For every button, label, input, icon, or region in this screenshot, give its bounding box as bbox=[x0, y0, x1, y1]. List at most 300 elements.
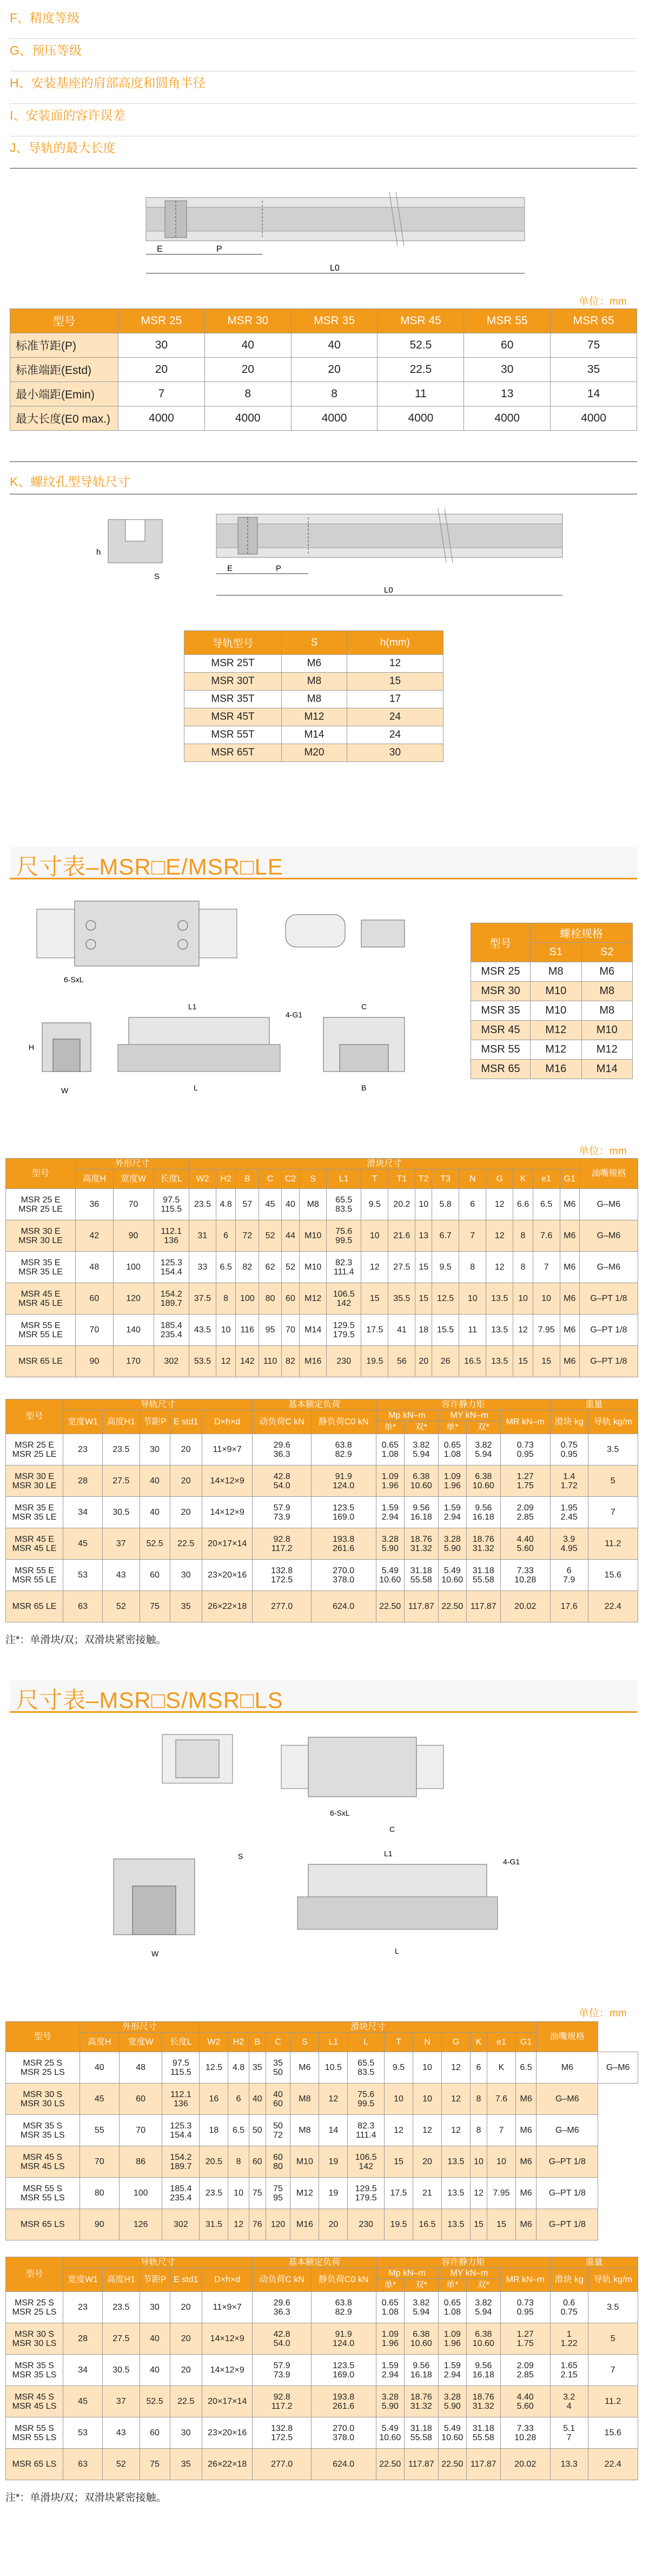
pitch-header-cell: MSR 25 bbox=[118, 309, 205, 333]
table-cell: M6 bbox=[560, 1346, 579, 1377]
table-cell: 30 bbox=[170, 1560, 202, 1591]
table-cell: 34 bbox=[63, 1497, 103, 1528]
header-cell: 单* bbox=[376, 2279, 405, 2292]
table-cell: 15 bbox=[385, 2146, 413, 2178]
table-row bbox=[471, 1021, 633, 1040]
table-cell: MSR 30 S MSR 30 LS bbox=[6, 2323, 63, 2355]
table-cell: 1 1.22 bbox=[550, 2323, 588, 2355]
table-cell: G–M6 bbox=[537, 2084, 598, 2115]
table-cell: 3.2 4 bbox=[550, 2386, 588, 2417]
table-cell: 120 bbox=[266, 2209, 290, 2240]
header-cell: G bbox=[441, 2033, 470, 2052]
header-cell: K bbox=[513, 1169, 533, 1189]
table-cell: 6.5 bbox=[228, 2115, 249, 2146]
table-cell: 20 bbox=[415, 1346, 432, 1377]
table-cell: MSR 35 E MSR 35 LE bbox=[6, 1497, 63, 1528]
table-cell: 13.5 bbox=[441, 2146, 470, 2178]
bolt-sub-s1: S1 bbox=[531, 943, 582, 962]
table-row bbox=[6, 2355, 638, 2386]
label-l1: L1 bbox=[188, 1002, 197, 1011]
table-cell: 10 bbox=[459, 1283, 486, 1315]
table-cell: 70 bbox=[281, 1315, 299, 1346]
table-cell: 37 bbox=[103, 2386, 140, 2417]
table-cell: 10 bbox=[533, 1283, 560, 1315]
dimension-table-s-inner bbox=[5, 2257, 638, 2480]
table-row bbox=[6, 1283, 638, 1315]
bolt-cell: MSR 35 bbox=[471, 1001, 531, 1021]
table-cell: 2.09 2.85 bbox=[500, 2355, 550, 2386]
table-cell: 8 bbox=[470, 2115, 487, 2146]
table-cell: 9.5 bbox=[432, 1252, 459, 1283]
table-cell: 13.5 bbox=[441, 2209, 470, 2240]
pitch-cell: 14 bbox=[551, 382, 637, 406]
table-cell: 90 bbox=[113, 1220, 154, 1252]
header-cell: Mp kN–m bbox=[376, 2268, 438, 2279]
table-cell: 35.5 bbox=[388, 1283, 415, 1315]
label-l0: L0 bbox=[384, 586, 393, 595]
table-cell: 1.09 1.96 bbox=[376, 1466, 405, 1497]
pitch-cell: 52.5 bbox=[378, 333, 464, 358]
table-cell: 3.28 5.90 bbox=[438, 1528, 467, 1560]
pitch-cell: 20 bbox=[118, 358, 205, 382]
table-cell: 22.50 bbox=[376, 2449, 405, 2480]
table-cell: 52 bbox=[103, 2449, 140, 2480]
table-cell: G–PT 1/8 bbox=[579, 1315, 638, 1346]
header-group-rail: 导轨尺寸 bbox=[63, 2257, 253, 2268]
table-cell: MSR 55 E MSR 55 LE bbox=[6, 1560, 63, 1591]
label-l: L bbox=[194, 1083, 198, 1092]
table-row bbox=[6, 1466, 638, 1497]
table-cell: 8 bbox=[459, 1252, 486, 1283]
table-cell: 10 bbox=[228, 2178, 249, 2209]
table-cell: 9.56 16.18 bbox=[405, 1497, 438, 1528]
label-e: E bbox=[157, 245, 163, 254]
table-cell: 12 bbox=[441, 2052, 470, 2084]
table-cell: 53 bbox=[63, 2417, 103, 2449]
label-c: C bbox=[389, 1825, 395, 1834]
table-cell: 40 bbox=[140, 1466, 170, 1497]
block-s-drawing bbox=[103, 1724, 546, 1973]
bolt-sub-s2: S2 bbox=[581, 943, 633, 962]
table-cell: 50 bbox=[249, 2115, 266, 2146]
table-cell: MSR 65 LE bbox=[6, 1346, 76, 1377]
header-group-weight: 重量 bbox=[550, 1399, 638, 1410]
header-cell: N bbox=[413, 2033, 442, 2052]
table-cell: 30 bbox=[170, 2417, 202, 2449]
bolt-cell: MSR 65 bbox=[471, 1060, 531, 1079]
table-row bbox=[10, 358, 637, 382]
table-cell: 15 bbox=[513, 1346, 533, 1377]
table-cell: 65.5 83.5 bbox=[327, 1189, 361, 1220]
table-cell: G–M6 bbox=[537, 2115, 598, 2146]
table-cell: 48 bbox=[76, 1252, 113, 1283]
table-cell: 53 bbox=[63, 1560, 103, 1591]
table-cell: 12 bbox=[486, 1252, 513, 1283]
table-cell: 55 bbox=[80, 2115, 119, 2146]
table-cell: 22.5 bbox=[170, 1528, 202, 1560]
item-k: K、螺纹孔型导轨尺寸 bbox=[10, 475, 130, 489]
table-cell: 19.5 bbox=[361, 1346, 388, 1377]
table-cell: 60 bbox=[120, 2084, 162, 2115]
table-cell: 22.50 bbox=[438, 2449, 467, 2480]
header-cell: 高度H bbox=[80, 2033, 119, 2052]
table-cell: 4.40 5.60 bbox=[500, 1528, 550, 1560]
pitch-row-label: 标准节距(P) bbox=[10, 333, 118, 358]
bolt-cell: M12 bbox=[531, 1040, 582, 1060]
header-cell: D×h×d bbox=[202, 2268, 253, 2292]
table-cell: 60 bbox=[76, 1283, 113, 1315]
label-h: h bbox=[96, 548, 101, 557]
label-b: B bbox=[361, 1083, 367, 1092]
table-cell: 53.5 bbox=[189, 1346, 216, 1377]
table-cell: 302 bbox=[162, 2209, 200, 2240]
item-h: H、安装基座的肩部高度和圆角半径 bbox=[10, 71, 637, 104]
table-cell: 43 bbox=[103, 2417, 140, 2449]
table-cell: M16 bbox=[290, 2209, 319, 2240]
table-cell: 7 bbox=[459, 1220, 486, 1252]
unit-label-2: 单位：mm bbox=[579, 1146, 627, 1157]
pitch-row-label: 标准端距(Estd) bbox=[10, 358, 118, 382]
table-cell: M6 bbox=[560, 1252, 579, 1283]
table-cell: M6 bbox=[537, 2052, 598, 2084]
k-cell: MSR 35T bbox=[184, 691, 282, 708]
table-cell: 0.73 0.95 bbox=[500, 1434, 550, 1466]
header-cell: T2 bbox=[415, 1169, 432, 1189]
table-row bbox=[10, 382, 637, 406]
table-cell: 14×12×9 bbox=[202, 1497, 253, 1528]
bolt-cell: M8 bbox=[581, 982, 633, 1001]
banner-title-e: 尺寸表–MSR□E/MSR□LE bbox=[16, 854, 283, 879]
table-cell: 6.7 bbox=[432, 1220, 459, 1252]
bolt-cell: M14 bbox=[581, 1060, 633, 1079]
header-cell: S bbox=[290, 2033, 319, 2052]
table-cell: 100 bbox=[236, 1283, 259, 1315]
table-cell: 23 bbox=[63, 2292, 103, 2323]
table-cell: 106.5 142 bbox=[327, 1283, 361, 1315]
tapped-rail-diagram bbox=[92, 503, 579, 612]
table-cell: 70 bbox=[120, 2115, 162, 2146]
bolt-cell: MSR 30 bbox=[471, 982, 531, 1001]
table-cell: 30 bbox=[140, 1434, 170, 1466]
table-cell: 31.18 55.58 bbox=[405, 2417, 438, 2449]
header-cell: 单* bbox=[438, 1421, 467, 1434]
table-cell: 277.0 bbox=[253, 2449, 311, 2480]
table-cell: 82.3 111.4 bbox=[348, 2115, 385, 2146]
table-cell: 90 bbox=[76, 1346, 113, 1377]
header-cell: T1 bbox=[388, 1169, 415, 1189]
table-cell: 6.5 bbox=[515, 2052, 536, 2084]
table-cell: M6 bbox=[560, 1315, 579, 1346]
label-l0: L0 bbox=[330, 264, 340, 273]
k-cell: 24 bbox=[347, 708, 443, 726]
table-cell: 10 bbox=[385, 2084, 413, 2115]
table-cell: MSR 45 E MSR 45 LE bbox=[6, 1528, 63, 1560]
header-cell: N bbox=[459, 1169, 486, 1189]
table-cell: 52 bbox=[103, 1591, 140, 1622]
table-cell: 63 bbox=[63, 2449, 103, 2480]
bolt-header-group: 螺栓规格 bbox=[531, 923, 633, 943]
table-cell: 63.8 82.9 bbox=[311, 2292, 376, 2323]
header-cell: W2 bbox=[189, 1169, 216, 1189]
header-cell: H2 bbox=[228, 2033, 249, 2052]
table-row bbox=[184, 655, 443, 673]
table-cell: 6 7.9 bbox=[550, 1560, 588, 1591]
table-cell: 18.76 31.32 bbox=[405, 2386, 438, 2417]
pitch-header-model: 型号 bbox=[10, 309, 118, 333]
table-cell: 80 bbox=[259, 1283, 281, 1315]
table-cell: 6.5 bbox=[216, 1252, 235, 1283]
table-cell: 12 bbox=[228, 2209, 249, 2240]
pitch-cell: 4000 bbox=[118, 406, 205, 431]
item-i: I、安装面的容许误差 bbox=[10, 104, 637, 136]
table-cell: 65.5 83.5 bbox=[348, 2052, 385, 2084]
table-cell: MSR 35 S MSR 35 LS bbox=[6, 2115, 80, 2146]
header-cell: B bbox=[236, 1169, 259, 1189]
label-p: P bbox=[276, 564, 282, 573]
label-l: L bbox=[395, 1947, 399, 1955]
table-cell: 9.56 16.18 bbox=[467, 1497, 500, 1528]
header-cell: MY kN–m bbox=[438, 1410, 500, 1421]
section-banner-s bbox=[10, 1680, 637, 1713]
label-h: H bbox=[29, 1043, 35, 1052]
label-g1: 4-G1 bbox=[503, 1857, 520, 1866]
table-cell: M6 bbox=[515, 2115, 536, 2146]
table-row bbox=[6, 2323, 638, 2355]
header-cell: Mp kN–m bbox=[376, 1410, 438, 1421]
table-cell: 624.0 bbox=[311, 2449, 376, 2480]
header-cell: D×h×d bbox=[202, 1410, 253, 1434]
table-cell: 12 bbox=[361, 1252, 388, 1283]
table-cell: 13 bbox=[415, 1220, 432, 1252]
table-cell: 14×12×9 bbox=[202, 2323, 253, 2355]
header-cell: MR kN–m bbox=[500, 2268, 550, 2292]
table-cell: 11.2 bbox=[588, 2386, 638, 2417]
table-cell: 22.4 bbox=[588, 1591, 638, 1622]
table-cell: 193.8 261.6 bbox=[311, 1528, 376, 1560]
table-row bbox=[471, 962, 633, 982]
rail-length-diagram bbox=[135, 187, 546, 284]
table-cell: 31.5 bbox=[200, 2209, 228, 2240]
table-cell: 15 bbox=[470, 2209, 487, 2240]
table-cell: 117.87 bbox=[467, 2449, 500, 2480]
table-cell: 3.82 5.94 bbox=[467, 2292, 500, 2323]
pitch-cell: 8 bbox=[291, 382, 378, 406]
table-cell: 12 bbox=[216, 1346, 235, 1377]
table-row bbox=[6, 2084, 638, 2115]
table-cell: MSR 30 E MSR 30 LE bbox=[6, 1220, 76, 1252]
table-cell: 28 bbox=[63, 1466, 103, 1497]
table-cell: 16.5 bbox=[413, 2209, 442, 2240]
header-group-block: 滑块尺寸 bbox=[200, 2022, 537, 2033]
table-cell: 56 bbox=[388, 1346, 415, 1377]
table-row bbox=[10, 406, 637, 431]
table-cell: 57 bbox=[236, 1189, 259, 1220]
table-row bbox=[6, 2178, 638, 2209]
k-cell: M20 bbox=[282, 744, 347, 762]
table-cell: 3.28 5.90 bbox=[376, 1528, 405, 1560]
table-row bbox=[6, 2292, 638, 2323]
header-cell: 导轨 kg/m bbox=[588, 1410, 638, 1434]
label-e: E bbox=[227, 564, 233, 573]
header-cell: 动负荷C kN bbox=[253, 1410, 311, 1434]
header-cell: 节距P bbox=[140, 1410, 170, 1434]
table-cell: 50 72 bbox=[266, 2115, 290, 2146]
table-cell: 270.0 378.0 bbox=[311, 1560, 376, 1591]
dimension-table-e-outer bbox=[5, 1158, 638, 1377]
pitch-cell: 7 bbox=[118, 382, 205, 406]
table-cell: 18 bbox=[415, 1315, 432, 1346]
table-cell: 92.8 117.2 bbox=[253, 1528, 311, 1560]
table-cell: 3.28 5.90 bbox=[376, 2386, 405, 2417]
pitch-row-label: 最小端距(Emin) bbox=[10, 382, 118, 406]
table-row bbox=[6, 1315, 638, 1346]
unit-label-3: 单位：mm bbox=[579, 2008, 627, 2019]
table-cell: 9.56 16.18 bbox=[405, 2355, 438, 2386]
table-cell: 3.9 4.95 bbox=[550, 1528, 588, 1560]
header-group-moment: 容许静力矩 bbox=[376, 2257, 550, 2268]
table-cell: M6 bbox=[290, 2052, 319, 2084]
table-cell: 36 bbox=[76, 1189, 113, 1220]
table-cell: M14 bbox=[300, 1315, 327, 1346]
table-cell: 75 bbox=[249, 2178, 266, 2209]
table-cell: M6 bbox=[515, 2084, 536, 2115]
table-cell: 31.18 55.58 bbox=[467, 2417, 500, 2449]
table-cell: 270.0 378.0 bbox=[311, 2417, 376, 2449]
k-header: S bbox=[282, 631, 347, 655]
table-row bbox=[6, 1189, 638, 1220]
table-cell: 52 bbox=[281, 1252, 299, 1283]
table-row bbox=[6, 1591, 638, 1622]
table-cell: M10 bbox=[300, 1252, 327, 1283]
table-cell: 91.9 124.0 bbox=[311, 2323, 376, 2355]
table-cell: 7.33 10.28 bbox=[500, 2417, 550, 2449]
table-cell: 12 bbox=[486, 1220, 513, 1252]
header-cell: MR kN–m bbox=[500, 1410, 550, 1434]
table-cell: 22.50 bbox=[376, 1591, 405, 1622]
table-cell: 5 bbox=[588, 2323, 638, 2355]
pitch-cell: 22.5 bbox=[378, 358, 464, 382]
table-cell: 100 bbox=[113, 1252, 154, 1283]
header-model: 型号 bbox=[6, 2022, 80, 2052]
table-cell: 6.6 bbox=[513, 1189, 533, 1220]
k-header: 导轨型号 bbox=[184, 631, 282, 655]
table-cell: 5.49 10.60 bbox=[438, 1560, 467, 1591]
table-cell: 30 bbox=[140, 2292, 170, 2323]
table-cell: 12 bbox=[385, 2115, 413, 2146]
header-cell: 节距P bbox=[140, 2268, 170, 2292]
table-cell: 10 bbox=[216, 1315, 235, 1346]
table-cell: 16.5 bbox=[459, 1346, 486, 1377]
table-cell: 5.49 10.60 bbox=[438, 2417, 467, 2449]
table-cell: MSR 45 S MSR 45 LS bbox=[6, 2146, 80, 2178]
table-cell: 92.8 117.2 bbox=[253, 2386, 311, 2417]
table-cell: 125.3 154.4 bbox=[154, 1252, 189, 1283]
table-note-e: 注*：单滑块/双；双滑块紧密接触。 bbox=[5, 1634, 167, 1646]
table-row bbox=[6, 2146, 638, 2178]
table-cell: 21.6 bbox=[388, 1220, 415, 1252]
table-cell: 1.09 1.96 bbox=[438, 1466, 467, 1497]
table-cell: MSR 45 E MSR 45 LE bbox=[6, 1283, 76, 1315]
table-cell: 100 bbox=[120, 2178, 162, 2209]
table-cell: 10 bbox=[470, 2146, 487, 2178]
table-cell: 230 bbox=[327, 1346, 361, 1377]
table-cell: 14×12×9 bbox=[202, 1466, 253, 1497]
table-cell: 1.09 1.96 bbox=[438, 2323, 467, 2355]
pitch-cell: 40 bbox=[204, 333, 291, 358]
table-cell: 19 bbox=[319, 2146, 348, 2178]
table-cell: M10 bbox=[300, 1220, 327, 1252]
header-cell: 单* bbox=[438, 2279, 467, 2292]
header-cell: 双* bbox=[467, 2279, 500, 2292]
table-cell: 10.5 bbox=[319, 2052, 348, 2084]
table-cell: 12 bbox=[319, 2084, 348, 2115]
table-cell: 15 bbox=[487, 2209, 515, 2240]
header-model: 型号 bbox=[6, 2257, 63, 2292]
k-cell: 12 bbox=[347, 655, 443, 673]
header-cell: L1 bbox=[327, 1169, 361, 1189]
table-cell: 22.5 bbox=[170, 2386, 202, 2417]
header-cell: T bbox=[361, 1169, 388, 1189]
table-cell: 185.4 235.4 bbox=[162, 2178, 200, 2209]
table-cell: 40 60 bbox=[266, 2084, 290, 2115]
table-cell: 20 bbox=[170, 1497, 202, 1528]
k-cell: 17 bbox=[347, 691, 443, 708]
table-cell: 35 bbox=[249, 2052, 266, 2084]
table-cell: G–M6 bbox=[579, 1220, 638, 1252]
table-cell: 35 bbox=[170, 2449, 202, 2480]
table-cell: MSR 25 S MSR 25 LS bbox=[6, 2292, 63, 2323]
label-c: C bbox=[361, 1002, 367, 1011]
table-cell: 13.5 bbox=[486, 1346, 513, 1377]
k-cell: M12 bbox=[282, 708, 347, 726]
table-cell: 20 bbox=[170, 2292, 202, 2323]
table-cell: M6 bbox=[515, 2178, 536, 2209]
table-cell: 6.38 10.60 bbox=[405, 1466, 438, 1497]
header-model: 型号 bbox=[6, 1159, 76, 1189]
table-cell: 129.5 179.5 bbox=[327, 1315, 361, 1346]
k-cell: M8 bbox=[282, 673, 347, 691]
bolt-cell: M10 bbox=[531, 1001, 582, 1021]
header-cell: C bbox=[266, 2033, 290, 2052]
header-cell: 双* bbox=[467, 1421, 500, 1434]
divider bbox=[10, 494, 637, 495]
table-cell: 45 bbox=[63, 2386, 103, 2417]
table-row bbox=[6, 2209, 638, 2240]
table-cell: 15 bbox=[533, 1346, 560, 1377]
pitch-row-label: 最大长度(E0 max.) bbox=[10, 406, 118, 431]
table-cell: 75.6 99.5 bbox=[348, 2084, 385, 2115]
table-cell: 116 bbox=[236, 1315, 259, 1346]
table-cell: MSR 55 S MSR 55 LS bbox=[6, 2178, 80, 2209]
table-cell: 3.82 5.94 bbox=[405, 2292, 438, 2323]
table-cell: 23.5 bbox=[103, 1434, 140, 1466]
table-cell: 35 bbox=[170, 1591, 202, 1622]
table-cell: 8 bbox=[216, 1283, 235, 1315]
bolt-cell: MSR 45 bbox=[471, 1021, 531, 1040]
table-cell: MSR 35 E MSR 35 LE bbox=[6, 1252, 76, 1283]
table-cell: 12 bbox=[441, 2115, 470, 2146]
table-row bbox=[6, 1220, 638, 1252]
table-cell: 23×20×16 bbox=[202, 1560, 253, 1591]
table-cell: 31.18 55.58 bbox=[405, 1560, 438, 1591]
table-cell: 63.8 82.9 bbox=[311, 1434, 376, 1466]
table-cell: MSR 65 LS bbox=[6, 2209, 80, 2240]
table-cell: 1.27 1.75 bbox=[500, 2323, 550, 2355]
bolt-cell: M10 bbox=[581, 1021, 633, 1040]
table-cell: 10 bbox=[413, 2084, 442, 2115]
pitch-cell: 8 bbox=[204, 382, 291, 406]
header-group-load: 基本额定负荷 bbox=[253, 1399, 376, 1410]
